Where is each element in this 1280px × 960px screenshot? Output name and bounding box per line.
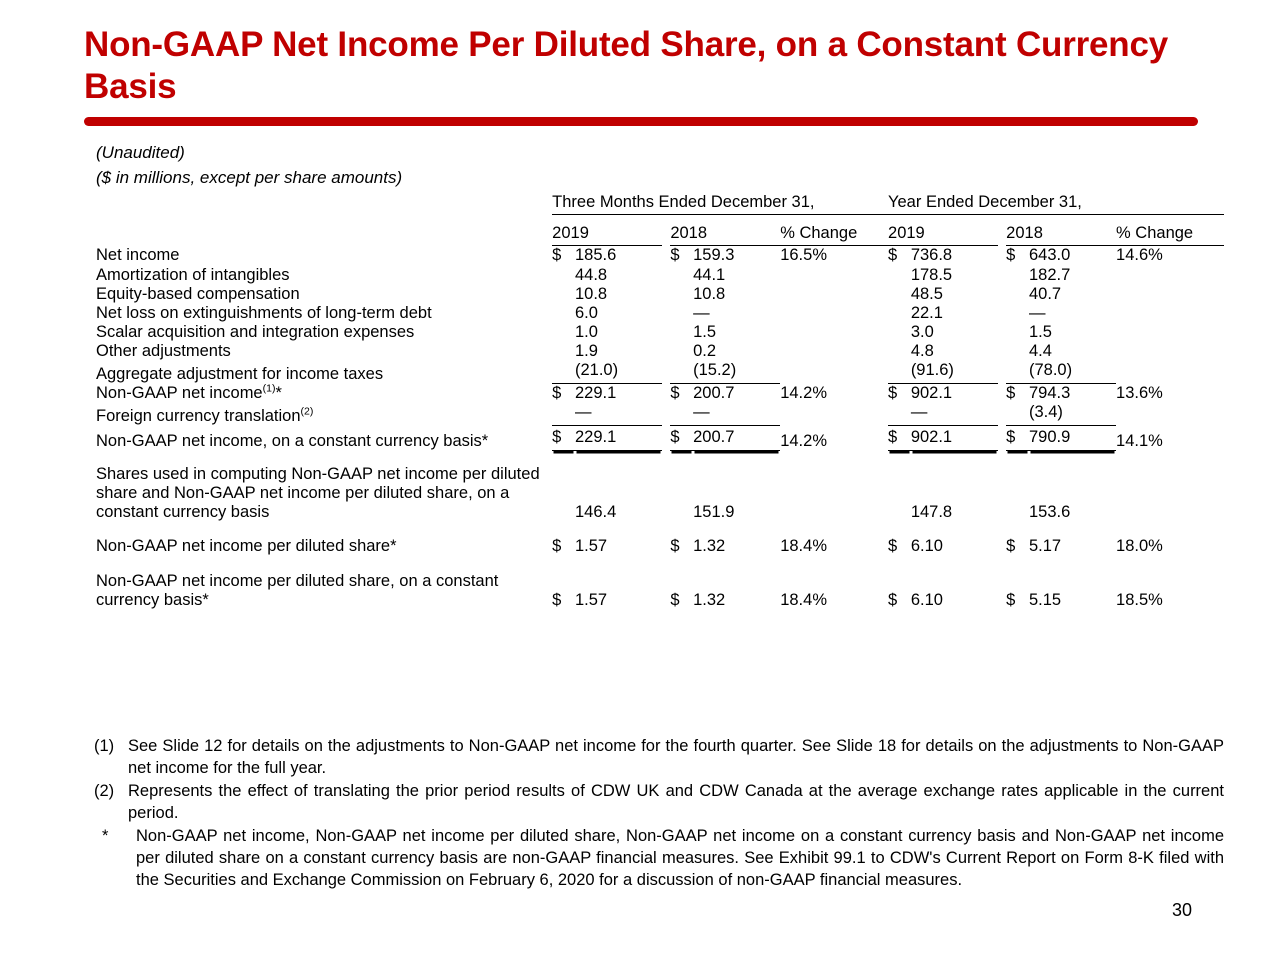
- cell-currency: [670, 265, 693, 285]
- page-title: Non-GAAP Net Income Per Diluted Share, on a Constant Currency Basis: [84, 25, 1169, 106]
- row-label: [96, 384, 552, 404]
- cell-value: 1.5: [693, 323, 717, 341]
- cell-value: [1116, 342, 1224, 361]
- cell-value: [780, 304, 888, 323]
- cell-currency: [888, 403, 911, 426]
- row-label: Scalar acquisition and integration expenses: [96, 323, 415, 341]
- cell-currency: [888, 304, 911, 323]
- cell-value: 10.8: [693, 285, 726, 303]
- cell-value: [780, 323, 888, 342]
- cell-value: 4.8: [910, 342, 934, 360]
- group-header-year-label: Year Ended December 31,: [888, 193, 1224, 215]
- column-header-y-2018: [1006, 224, 1116, 246]
- cell-currency: $: [1006, 384, 1016, 402]
- cell-currency: $: [1006, 536, 1016, 555]
- spacer-cell: [998, 384, 1006, 404]
- cell-value: [780, 403, 888, 426]
- cell-currency: [552, 342, 575, 361]
- cell-currency: [552, 304, 575, 323]
- cell-currency: $: [670, 426, 693, 451]
- cell-value: 22.1: [910, 304, 943, 322]
- column-header-q-2018-label: 2018: [670, 224, 780, 246]
- group-header-three-months-label: Three Months Ended December 31,: [552, 193, 888, 215]
- spacer-cell: [662, 342, 670, 361]
- cell-value: (3.4): [1029, 403, 1116, 426]
- cell-value: 790.9: [1029, 426, 1116, 451]
- cell-currency: [1006, 361, 1029, 384]
- spacer-cell: [662, 224, 670, 246]
- cell-value: —: [693, 403, 780, 426]
- cell-value: 902.1: [910, 384, 953, 402]
- column-header-y-change: [1116, 224, 1224, 246]
- cell-value: 1.5: [1028, 323, 1052, 341]
- table-row: [96, 285, 1224, 304]
- spacer-cell: [662, 451, 670, 522]
- cell-value: [780, 361, 888, 384]
- cell-value: 4.4: [1028, 342, 1052, 360]
- cell-currency: [670, 285, 693, 304]
- cell-currency: $: [552, 536, 562, 555]
- table-row: [96, 426, 1224, 451]
- spacer-cell: [998, 265, 1006, 285]
- cell-currency: $: [888, 536, 898, 555]
- cell-value: 159.3: [693, 246, 735, 264]
- table-row: [96, 384, 1224, 404]
- title-underline-rule: [84, 117, 1198, 126]
- footnote-ref-star: *: [275, 384, 282, 402]
- cell-currency: [552, 285, 575, 304]
- table-row: [96, 522, 1224, 556]
- row-label: Amortization of intangibles: [96, 266, 290, 284]
- cell-currency: $: [552, 590, 562, 609]
- row-label: Net income: [96, 246, 180, 264]
- cell-currency: $: [888, 590, 898, 609]
- table-row: [96, 342, 1224, 361]
- column-header-q-change: [780, 224, 888, 246]
- financial-table: [96, 193, 1224, 610]
- row-label-text: Non-GAAP net income: [96, 384, 263, 402]
- cell-value: [1116, 304, 1224, 323]
- cell-value: 48.5: [910, 285, 943, 303]
- cell-currency: [670, 323, 693, 342]
- footnote-star-marker: *: [102, 827, 109, 845]
- spacer-cell: [998, 246, 1006, 265]
- cell-value: 44.8: [574, 266, 608, 284]
- cell-currency: [670, 361, 693, 384]
- column-header-q-change-label: % Change: [780, 224, 888, 246]
- footnote-star: [94, 825, 1224, 891]
- row-label: Other adjustments: [96, 342, 231, 360]
- group-header-year: [888, 193, 1224, 215]
- cell-value: 18.0%: [1116, 536, 1163, 555]
- row-label: [96, 403, 552, 426]
- cell-currency: [670, 451, 693, 522]
- spacer-cell: [998, 304, 1006, 323]
- cell-currency: $: [1006, 426, 1029, 451]
- cell-currency: [888, 342, 911, 361]
- cell-value: 0.2: [693, 342, 717, 360]
- cell-value: [1116, 265, 1224, 285]
- group-header-three-months: [552, 193, 888, 215]
- footnote-1-text: See Slide 12 for details on the adjustments to Non-GAAP net income for the fourth quarter. See Slide 18 for details on the adjustments to Non-GAAP net income for the full year.: [128, 737, 1224, 777]
- spacer-cell: [96, 193, 552, 215]
- column-header-q-2018: [670, 224, 780, 246]
- cell-value: 643.0: [1028, 246, 1071, 264]
- cell-currency: $: [670, 590, 680, 609]
- spacer-cell: [662, 403, 670, 426]
- spacer-cell: [998, 342, 1006, 361]
- row-label-text: Foreign currency translation: [96, 406, 301, 425]
- row-label: Aggregate adjustment for income taxes: [96, 364, 384, 383]
- table-row: [96, 265, 1224, 285]
- cell-currency: [552, 265, 575, 285]
- cell-currency: $: [552, 246, 562, 264]
- cell-value: —: [1028, 304, 1046, 322]
- cell-value: [1116, 361, 1224, 384]
- cell-value: 14.2%: [780, 384, 827, 402]
- cell-value: 6.10: [910, 590, 943, 609]
- cell-value: [780, 285, 888, 304]
- column-header-y-change-label: % Change: [1116, 224, 1224, 246]
- subtitle-units: ($ in millions, except per share amounts): [96, 168, 403, 187]
- cell-value: 229.1: [574, 384, 617, 402]
- cell-currency: [888, 451, 911, 522]
- cell-currency: [888, 361, 911, 384]
- cell-currency: [670, 304, 693, 323]
- cell-value: [1116, 451, 1224, 522]
- cell-value: 153.6: [1028, 502, 1071, 521]
- cell-currency: $: [888, 426, 911, 451]
- cell-currency: [1006, 304, 1029, 323]
- row-label: Non-GAAP net income per diluted share, on a constant currency basis*: [96, 571, 499, 609]
- cell-currency: $: [552, 384, 562, 402]
- cell-currency: [1006, 342, 1029, 361]
- cell-value: 147.8: [910, 502, 953, 521]
- cell-currency: $: [552, 426, 575, 451]
- header-spacer-row: [96, 215, 1224, 224]
- cell-currency: $: [670, 246, 680, 264]
- spacer-cell: [662, 265, 670, 285]
- cell-value: 151.9: [693, 502, 735, 521]
- cell-value: 5.15: [1028, 590, 1062, 609]
- cell-currency: [670, 403, 693, 426]
- spacer-cell: [662, 361, 670, 384]
- footnotes: [94, 735, 1224, 891]
- spacer-cell: [998, 285, 1006, 304]
- cell-value: [1116, 285, 1224, 304]
- cell-value: 229.1: [575, 426, 662, 451]
- cell-value: 902.1: [911, 426, 998, 451]
- cell-value: 200.7: [693, 426, 780, 451]
- cell-value: [1116, 323, 1224, 342]
- cell-currency: [1006, 265, 1029, 285]
- subtitle-unaudited: (Unaudited): [96, 143, 185, 162]
- column-header-q-2019-label: 2019: [552, 224, 662, 246]
- cell-currency: [1006, 451, 1029, 522]
- cell-value: 1.32: [693, 590, 726, 609]
- cell-value: (21.0): [575, 361, 662, 384]
- footnote-2: [94, 780, 1224, 824]
- cell-currency: [670, 342, 693, 361]
- cell-value: 1.9: [574, 342, 598, 360]
- spacer-cell: [998, 403, 1006, 426]
- cell-currency: [552, 403, 575, 426]
- cell-value: (78.0): [1029, 361, 1116, 384]
- footnote-star-text: Non-GAAP net income, Non-GAAP net income per diluted share, Non-GAAP net income on a constant currency basis and Non-GAAP net income per diluted share on a constant currency basis are non-GAAP financial measures. See Exhibit 99.1 to CDW's Current Report on Form 8-K filed with the Securities and Exchange Commission on February 6, 2020 for a discussion of non-GAAP financial measures.: [136, 827, 1224, 889]
- column-header-y-2019-label: 2019: [888, 224, 998, 246]
- footnote-1-marker: (1): [94, 737, 115, 755]
- cell-value: 1.57: [574, 536, 608, 555]
- cell-value: [780, 451, 888, 522]
- spacer-cell: [662, 285, 670, 304]
- spacer-cell: [662, 522, 670, 556]
- cell-currency: $: [1006, 590, 1016, 609]
- cell-value: 736.8: [910, 246, 953, 264]
- cell-currency: $: [888, 384, 898, 402]
- cell-currency: [552, 323, 575, 342]
- cell-value: —: [911, 403, 998, 426]
- spacer-cell: [662, 323, 670, 342]
- cell-value: 40.7: [1028, 285, 1062, 303]
- row-label: Net loss on extinguishments of long-term debt: [96, 304, 432, 322]
- footnote-2-text: Represents the effect of translating the prior period results of CDW UK and CDW Canada at the average exchange rates applicable in the current period.: [128, 782, 1224, 822]
- table-row: [96, 451, 1224, 522]
- cell-value: [1116, 403, 1224, 426]
- cell-value: 1.32: [693, 536, 726, 555]
- cell-currency: [888, 285, 911, 304]
- spacer-cell: [662, 556, 670, 610]
- cell-value: 3.0: [910, 323, 934, 341]
- cell-value: 5.17: [1028, 536, 1062, 555]
- cell-value: 794.3: [1028, 384, 1071, 402]
- cell-value: 14.6%: [1116, 246, 1163, 264]
- spacer-cell: [662, 246, 670, 265]
- spacer-cell: [998, 426, 1006, 451]
- table-group-header-row: [96, 193, 1224, 215]
- cell-value: 1.57: [574, 590, 608, 609]
- cell-value: 1.0: [574, 323, 598, 341]
- footnote-1: [94, 735, 1224, 779]
- spacer-cell: [998, 224, 1006, 246]
- cell-value: —: [693, 304, 710, 322]
- footnote-2-marker: (2): [94, 782, 115, 800]
- cell-currency: $: [670, 384, 680, 402]
- spacer-cell: [998, 323, 1006, 342]
- cell-value: 182.7: [1028, 266, 1071, 284]
- cell-value: —: [575, 403, 662, 426]
- cell-value: 18.4%: [780, 536, 827, 555]
- cell-value: [780, 265, 888, 285]
- spacer-cell: [998, 522, 1006, 556]
- cell-value: 185.6: [574, 246, 617, 264]
- cell-value: 146.4: [574, 502, 617, 521]
- spacer-cell: [662, 426, 670, 451]
- cell-value: 14.2%: [780, 431, 827, 450]
- cell-value: 18.5%: [1116, 590, 1163, 609]
- column-header-q-2019: [552, 224, 662, 246]
- table-row: [96, 556, 1224, 610]
- row-label: Non-GAAP net income per diluted share*: [96, 536, 397, 555]
- cell-currency: [888, 265, 911, 285]
- cell-value: 13.6%: [1116, 384, 1163, 402]
- cell-value: (15.2): [693, 361, 780, 384]
- cell-currency: [1006, 323, 1029, 342]
- column-header-y-2018-label: 2018: [1006, 224, 1116, 246]
- table-row: [96, 304, 1224, 323]
- page-number: 30: [1172, 900, 1193, 920]
- cell-value: 200.7: [693, 384, 735, 402]
- row-label: Equity-based compensation: [96, 285, 300, 303]
- cell-currency: [888, 323, 911, 342]
- cell-currency: [1006, 403, 1029, 426]
- footnote-ref-1: (1): [262, 382, 276, 395]
- table-row: [96, 323, 1224, 342]
- spacer-cell: [998, 451, 1006, 522]
- cell-currency: $: [670, 536, 680, 555]
- spacer-cell: [998, 361, 1006, 384]
- cell-value: 6.10: [910, 536, 943, 555]
- spacer-cell: [662, 384, 670, 404]
- cell-currency: [1006, 285, 1029, 304]
- cell-value: 16.5%: [780, 246, 827, 264]
- cell-value: 6.0: [574, 304, 598, 322]
- row-label: Non-GAAP net income, on a constant currency basis*: [96, 431, 489, 450]
- footnote-ref-2: (2): [300, 405, 314, 417]
- cell-value: 178.5: [910, 266, 953, 284]
- cell-currency: $: [888, 246, 898, 264]
- cell-value: [780, 342, 888, 361]
- cell-value: 18.4%: [780, 590, 827, 609]
- row-label: Shares used in computing Non-GAAP net income per diluted share and Non-GAAP net income per diluted share, on a constant currency basis: [96, 464, 540, 521]
- cell-currency: [552, 361, 575, 384]
- table-row: [96, 246, 1224, 265]
- spacer-cell: [998, 556, 1006, 610]
- spacer-cell: [96, 215, 1224, 224]
- column-header-y-2019: [888, 224, 998, 246]
- table-row: [96, 403, 1224, 426]
- spacer-cell: [662, 304, 670, 323]
- table-row: [96, 361, 1224, 384]
- spacer-cell: [96, 224, 552, 246]
- cell-value: (91.6): [911, 361, 998, 384]
- cell-value: 10.8: [574, 285, 608, 303]
- cell-value: 14.1%: [1116, 431, 1163, 450]
- table-column-header-row: [96, 224, 1224, 246]
- cell-currency: [552, 451, 575, 522]
- cell-currency: $: [1006, 246, 1016, 264]
- cell-value: 44.1: [693, 266, 726, 284]
